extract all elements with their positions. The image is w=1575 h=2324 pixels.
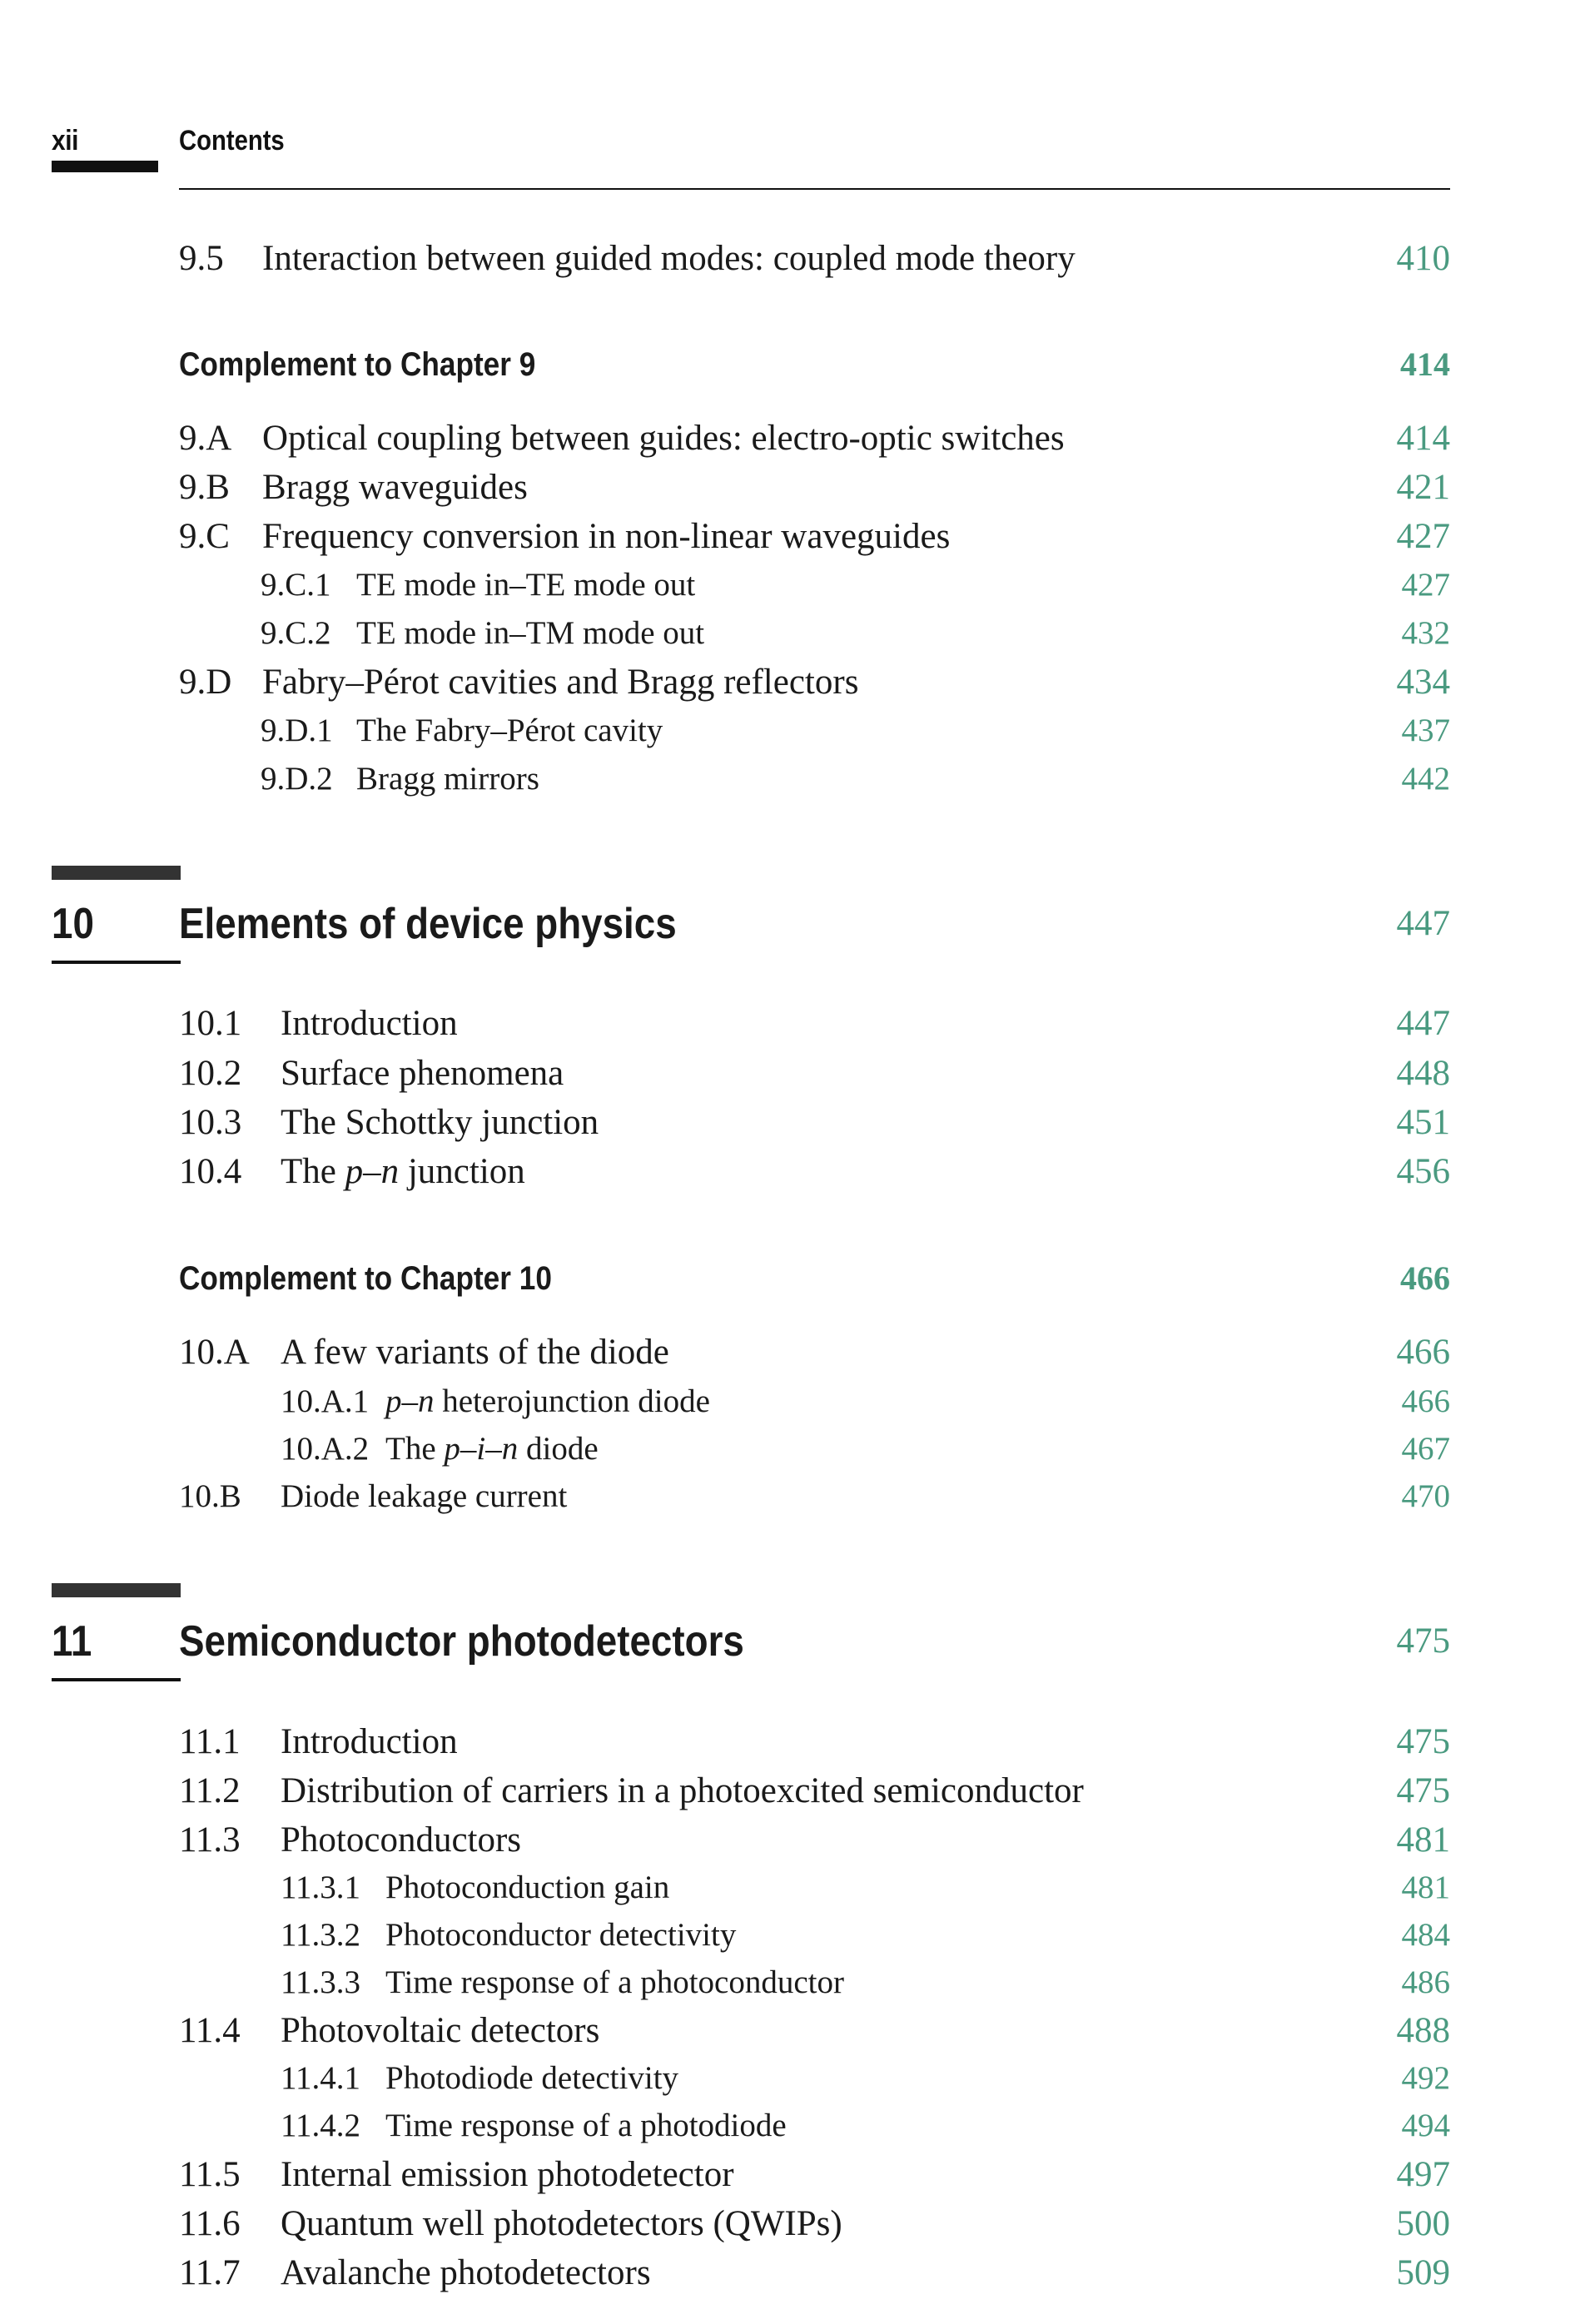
entry-title: A few variants of the diode [281,1333,669,1372]
entry-page-number: 494 [1401,2108,1450,2143]
toc-entry[interactable] [0,418,1575,459]
entry-title: The Fabry–Pérot cavity [356,713,663,748]
entry-page-number: 410 [1396,239,1450,278]
chapter-entry[interactable] [0,897,1575,951]
toc-entry[interactable] [0,467,1575,509]
entry-page-number: 475 [1396,1771,1450,1810]
toc-entry[interactable] [0,1721,1575,1763]
entry-page-number: 448 [1396,1054,1450,1093]
entry-title: Fabry–Pérot cavities and Bragg reflectors [262,663,859,702]
entry-title: Distribution of carriers in a photoexcited semiconductor [281,1771,1084,1810]
toc-entry[interactable] [0,1003,1575,1045]
entry-title: The p–n junction [281,1152,525,1191]
entry-number: 10.B [179,1478,241,1514]
entry-title: Bragg waveguides [262,468,528,507]
entry-title: The Schottky junction [281,1103,599,1142]
entry-title: Elements of device physics [179,900,677,948]
entry-title: Quantum well photodetectors (QWIPs) [281,2204,842,2243]
entry-number: 11.4.1 [281,2060,361,2096]
chapter-entry[interactable] [0,1615,1575,1668]
entry-page-number: 467 [1401,1431,1450,1467]
toc-entry[interactable] [0,2105,1575,2147]
toc-entry[interactable] [0,1428,1575,1470]
entry-title: Introduction [281,1004,458,1043]
entry-number: 10.1 [179,1004,242,1043]
entry-page-number: 466 [1396,1333,1450,1372]
toc-entry[interactable] [0,2010,1575,2052]
entry-number: 9.B [179,468,230,507]
entry-number: 10.A [179,1333,250,1372]
entry-title: p–n heterojunction diode [385,1383,710,1419]
entry-number: 11.3.2 [281,1917,361,1953]
entry-page-number: 427 [1396,517,1450,556]
entry-page-number: 500 [1396,2204,1450,2243]
entry-page-number: 442 [1401,761,1450,797]
entry-title: Internal emission photodetector [281,2155,734,2194]
entry-page-number: 475 [1396,1621,1450,1661]
entry-page-number: 456 [1396,1152,1450,1191]
chapter-bar-top [52,866,181,880]
chapter-bar-bottom [52,1678,181,1681]
toc-entry[interactable] [0,2058,1575,2099]
entry-number: 11.3.3 [281,1964,361,2000]
toc-entry[interactable] [0,1102,1575,1144]
entry-page-number: 497 [1396,2155,1450,2194]
entry-number: 11.4 [179,2011,241,2050]
entry-title: Photoconductors [281,1820,522,1860]
entry-page-number: 466 [1400,1259,1450,1297]
toc-entry[interactable] [0,1332,1575,1373]
entry-page-number: 484 [1401,1917,1450,1953]
entry-number: 11.6 [179,2204,241,2243]
entry-title: Bragg mirrors [356,761,539,797]
entry-page-number: 470 [1401,1478,1450,1514]
entry-title: Interaction between guided modes: coupled mode theory [262,239,1076,278]
chapter-bar-bottom [52,961,181,964]
toc-entry[interactable] [0,2154,1575,2196]
entry-page-number: 414 [1400,345,1450,383]
entry-title: Frequency conversion in non-linear waveguides [262,517,951,556]
entry-number: 9.C [179,517,230,556]
toc-entry[interactable] [0,1914,1575,1956]
toc-entry[interactable] [0,1053,1575,1095]
entry-title: Avalanche photodetectors [281,2253,651,2292]
entry-number: 10.3 [179,1103,242,1142]
entry-page-number: 481 [1396,1820,1450,1860]
entry-number: 10 [52,900,94,948]
toc-entry[interactable] [0,662,1575,703]
entry-page-number: 509 [1396,2253,1450,2292]
entry-number: 9.A [179,419,232,458]
entry-number: 9.D.2 [261,761,333,797]
entry-page-number: 427 [1401,567,1450,603]
header-rule [179,188,1450,190]
entry-page-number: 447 [1396,1004,1450,1043]
entry-number: 11 [52,1617,92,1666]
entry-number: 10.2 [179,1054,242,1093]
toc-entry[interactable] [0,710,1575,752]
entry-page-number: 432 [1401,615,1450,651]
toc-entry[interactable] [0,1151,1575,1193]
entry-number: 10.4 [179,1152,242,1191]
toc-entry[interactable] [0,564,1575,606]
entry-title: Semiconductor photodetectors [179,1617,744,1666]
entry-page-number: 437 [1401,713,1450,748]
entry-number: 11.7 [179,2253,241,2292]
toc-entry[interactable] [0,1770,1575,1812]
entry-title: Photovoltaic detectors [281,2011,600,2050]
entry-title: Complement to Chapter 9 [179,346,536,383]
entry-title: Time response of a photoconductor [385,1964,844,2000]
entry-number: 11.3.1 [281,1870,361,1905]
entry-page-number: 421 [1396,468,1450,507]
chapter-bar-top [52,1583,181,1597]
entry-title: TE mode in–TE mode out [356,567,696,603]
entry-page-number: 475 [1396,1722,1450,1761]
entry-title: TE mode in–TM mode out [356,615,705,651]
complement-entry[interactable] [0,344,1575,385]
entry-title: Diode leakage current [281,1478,568,1514]
entry-page-number: 447 [1396,904,1450,943]
toc-entry[interactable] [0,1820,1575,1861]
toc-entry[interactable] [0,238,1575,280]
entry-number: 11.2 [179,1771,241,1810]
entry-number: 11.4.2 [281,2108,361,2143]
entry-page-number: 481 [1401,1870,1450,1905]
toc-entry[interactable] [0,516,1575,558]
entry-page-number: 414 [1396,419,1450,458]
entry-title: The p–i–n diode [385,1431,599,1467]
entry-title: Time response of a photodiode [385,2108,787,2143]
entry-number: 10.A.2 [281,1431,370,1467]
toc-entry[interactable] [0,1962,1575,2004]
entry-title: Complement to Chapter 10 [179,1260,552,1297]
header-bar [52,161,158,172]
entry-page-number: 434 [1396,663,1450,702]
entry-page-number: 492 [1401,2060,1450,2096]
entry-title: Introduction [281,1722,458,1761]
running-title: Contents [179,125,285,156]
entry-number: 10.A.1 [281,1383,370,1419]
toc-entry[interactable] [0,2252,1575,2294]
entry-title: Optical coupling between guides: electro-optic switches [262,419,1065,458]
entry-title: Photoconductor detectivity [385,1917,737,1953]
entry-number: 11.3 [179,1820,241,1860]
toc-entry[interactable] [0,613,1575,654]
entry-number: 9.D [179,663,232,702]
toc-entry[interactable] [0,1381,1575,1423]
page-number: xii [52,125,78,156]
entry-number: 11.1 [179,1722,241,1761]
toc-entry[interactable] [0,758,1575,800]
entry-title: Photodiode detectivity [385,2060,679,2096]
entry-number: 9.C.2 [261,615,331,651]
entry-page-number: 488 [1396,2011,1450,2050]
complement-entry[interactable] [0,1258,1575,1299]
entry-number: 9.5 [179,239,224,278]
toc-entry[interactable] [0,1476,1575,1517]
entry-number: 9.C.1 [261,567,331,603]
entry-page-number: 451 [1396,1103,1450,1142]
entry-title: Photoconduction gain [385,1870,670,1905]
toc-entry[interactable] [0,2203,1575,2245]
toc-entry[interactable] [0,1867,1575,1909]
entry-page-number: 466 [1401,1383,1450,1419]
entry-page-number: 486 [1401,1964,1450,2000]
entry-number: 9.D.1 [261,713,333,748]
entry-title: Surface phenomena [281,1054,564,1093]
entry-number: 11.5 [179,2155,241,2194]
